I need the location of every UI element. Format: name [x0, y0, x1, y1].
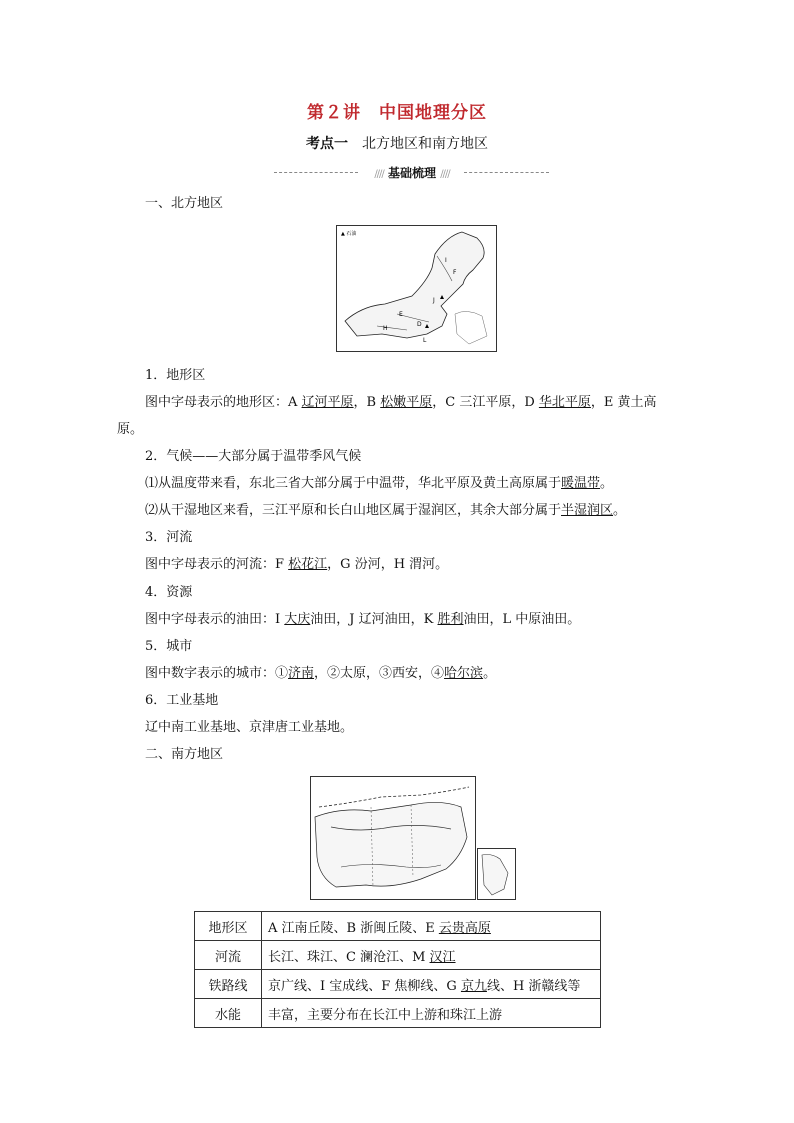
table-row [195, 941, 601, 970]
svg-text:D: D [417, 321, 422, 328]
item-6-title: 6．工业基地 [145, 693, 219, 708]
table-row [195, 912, 601, 941]
table-cell-key: 水能 [195, 999, 262, 1028]
svg-text:I: I [445, 257, 447, 264]
item-1-title: 1．地形区 [145, 368, 206, 383]
south-map-graphic [311, 777, 475, 899]
table-cell-value: A 江南丘陵、B 浙闽丘陵、E 云贵高原 [262, 912, 601, 941]
section-label: 基础梳理 [387, 166, 436, 180]
item-2-line-2: ⑵从干湿地区来看，三江平原和长白山地区属于湿润区，其余大部分属于半湿润区。 [145, 503, 627, 518]
south-heading: 二、南方地区 [145, 747, 224, 762]
subtitle [0, 133, 794, 153]
north-region-map [336, 225, 497, 352]
lesson-title: 第２讲 中国地理分区 [307, 103, 487, 123]
item-1-line-2: 原。 [117, 422, 144, 437]
north-map-graphic [337, 226, 496, 351]
table-cell-value: 丰富，主要分布在长江中上游和珠江上游 [262, 999, 601, 1028]
svg-text:J: J [433, 297, 435, 304]
item-5-line-1: 图中数字表示的城市：①济南，②太原，③西安，④哈尔滨。 [145, 666, 497, 681]
south-region-table [194, 911, 601, 1028]
table-cell-value: 京广线、I 宝成线、F 焦柳线、G 京九线、H 浙赣线等 [262, 970, 601, 999]
exam-point-topic: 北方地区和南方地区 [362, 136, 488, 152]
item-6-line-1: 辽中南工业基地、京津唐工业基地。 [145, 720, 354, 735]
map-legend: ▲ 石油 [341, 231, 357, 237]
stripes-icon: //// [374, 169, 384, 180]
north-heading: 一、北方地区 [145, 196, 224, 211]
table-cell-key: 河流 [195, 941, 262, 970]
svg-text:H: H [383, 325, 388, 332]
item-4-line-1: 图中字母表示的油田：I 大庆油田，J 辽河油田，K 胜利油田，L 中原油田。 [145, 612, 581, 627]
table-row [195, 970, 601, 999]
stripes-icon: //// [440, 169, 450, 180]
table-cell-key: 地形区 [195, 912, 262, 941]
svg-text:L: L [423, 337, 427, 344]
item-1-line-1: 图中字母表示的地形区：A 辽河平原，B 松嫩平原，C 三江平原，D 华北平原，E 黄土高 [145, 395, 657, 410]
exam-point-label: 考点一 [306, 136, 348, 152]
section-divider [274, 164, 549, 182]
table-cell-value: 长江、珠江、C 澜沧江、M 汉江 [262, 941, 601, 970]
item-3-title: 3．河流 [145, 530, 193, 545]
svg-text:E: E [399, 311, 403, 318]
item-4-title: 4．资源 [145, 585, 193, 600]
table-row [195, 999, 601, 1028]
item-2-title: 2．气候——大部分属于温带季风气候 [145, 449, 362, 464]
item-2-line-1: ⑴从温度带来看，东北三省大部分属于中温带，华北平原及黄土高原属于暖温带。 [145, 476, 614, 491]
divider-line-right [464, 172, 549, 173]
item-5-title: 5．城市 [145, 639, 193, 654]
south-region-map [310, 776, 476, 900]
divider-line-left [274, 172, 358, 173]
item-3-line-1: 图中字母表示的河流：F 松花江，G 汾河，H 渭河。 [145, 557, 449, 572]
south-sea-inset-map [477, 848, 516, 900]
svg-text:F: F [453, 269, 457, 276]
table-cell-key: 铁路线 [195, 970, 262, 999]
